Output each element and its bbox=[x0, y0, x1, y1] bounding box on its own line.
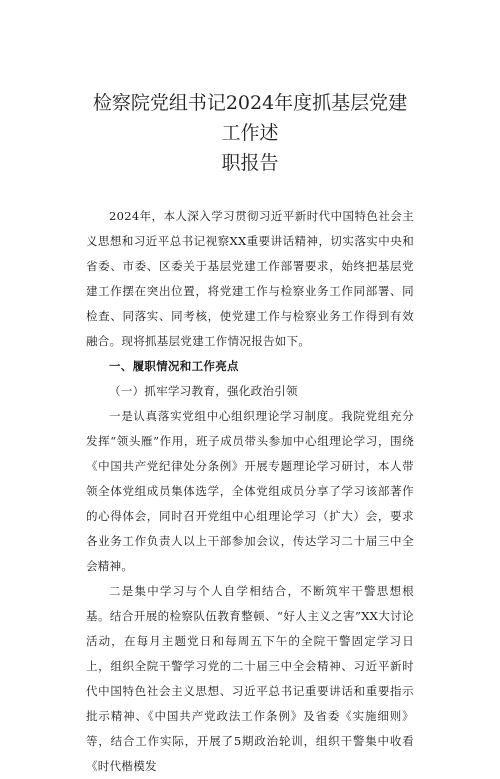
section-heading-1: 一、履职情况和工作亮点 bbox=[109, 359, 239, 373]
subsection-heading-1: （一）抓牢学习教育，强化政治引领 bbox=[109, 384, 298, 398]
paragraph-2: 二是集中学习与个人自学相结合，不断筑牢干警思想根基。结合开展的检察队伍教育整顿、“好人主义之害”XX大讨论活动，在每月主题党日和每周五下午的全院干警固定学习日上，组织全院干警学习党的二十届三中全会精神、习近平新时代中国特色社会主义思想、习近平总书记重要讲话和重要指示批示精神、《中国共产党政法工作条例》及省委《实施细则》等，结合工作实际，开展了5期政治轮训，组织干警集中收看《时代楷模发 bbox=[86, 584, 414, 773]
paragraph-1: 一是认真落实党组中心组织理论学习制度。我院党组充分发挥“领头雁”作用，班子成员带头参加中心组理论学习，围绕《中国共产党纪律处分条例》开展专题理论学习研讨，本人带领全体党组成员集体选学，全体党组成员分享了学习该部著作的心得体会，同时召开党组中心组理论学习（扩大）会，要求各业务工作负责人以上干部参加会议，传达学习二十届三中全会精神。 bbox=[86, 409, 414, 573]
intro-paragraph: 2024年，本人深入学习贯彻习近平新时代中国特色社会主义思想和习近平总书记视察XX重要讲话精神，切实落实中央和省委、市委、区委关于基层党建工作部署要求，始终把基层党建工作摆在突出位置，将党建工作与检察业务工作同部署、同检查、同落实、同考核，使党建工作与检察业务工作得到有效融合。现将抓基层党建工作情况报告如下。 bbox=[86, 209, 414, 348]
document-title bbox=[86, 88, 414, 178]
document-body bbox=[86, 204, 414, 779]
title-line-2: 职报告 bbox=[221, 152, 279, 174]
title-line-1: 检察院党组书记2024年度抓基层党建工作述 bbox=[92, 92, 408, 144]
